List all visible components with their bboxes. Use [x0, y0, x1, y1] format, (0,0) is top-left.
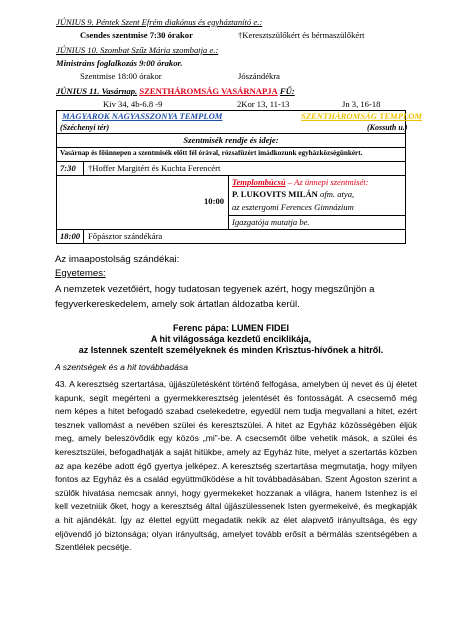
- order-title: Szentmisék rendje és ideje:: [183, 135, 279, 145]
- reading-3: [342, 99, 380, 109]
- row2-celebrant-suffix: ofm. atya,: [317, 189, 355, 199]
- row2-feast: Templombúcsú: [232, 177, 286, 187]
- table-divider: [228, 175, 229, 229]
- church-left-square: (Széchenyi tér): [60, 123, 110, 132]
- jun11-date: JÚNIUS 11. Vasárnap.: [56, 86, 138, 96]
- table-rule: [56, 175, 406, 176]
- jun9-intention: †Keresztszülőkért és bérmaszülőkért: [238, 30, 365, 40]
- jun11-fu: FŰ:: [279, 86, 295, 96]
- row2-school: az esztergomi Ferences Gimnázium: [232, 202, 354, 212]
- intentions-general-label: Egyetemes:: [55, 268, 106, 279]
- encyclical-subtitle: A hit világossága kezdetű enciklikája,: [150, 334, 312, 344]
- reading-2-text: 2Kor 13, 11-13: [237, 99, 290, 109]
- row3-time: 18:00: [60, 231, 81, 241]
- jun10-event: Ministráns foglalkozás 9:00 órakor.: [56, 58, 183, 68]
- table-rule: [56, 229, 406, 230]
- section-title: A szentségek és a hit továbbadása: [55, 362, 188, 372]
- church-left-name: MAGYAROK NAGYASSZONYA TEMPLOM: [62, 111, 223, 121]
- reading-2: [237, 99, 289, 109]
- reading-1-text: Kiv 34, 4b-6.8 -9: [103, 99, 163, 109]
- row2-celebrant-line: [232, 189, 354, 199]
- jun10-header: JÚNIUS 10. Szombat Szűz Mária szombatja e.:: [56, 45, 219, 55]
- jun11-feast: SZENTHÁROMSÁG VASÁRNAPJA: [139, 86, 278, 96]
- paragraph-text: A keresztség szertartása, újjászületésként történő felfogása, amelyben új nevet és új életet kapunk, segít megérteni a gyermekkeresztség jelentését és fontosságát. A csecsemő még nem képes a hitet befogadó szabad cselekedetre, egyedül nem tudja megvallani a hitet, ezért tesznek vallomást a nevében szülei és keresztszülei. A hitet az Egyház közösségében éljük meg, amely beleszövődik egy közös „mi”-be. A csecsemőt ölbe vehetik mások, a szülei és keresztszülei, befogadhatják a saját hitükbe, amely az Egyház hite, melyet a szertartás közben az apa kezébe adott égő gyertya jelképez. A keresztség szertartása megmutatja, hogy milyen fontos az Egyház és a család együttműködése a hit továbbadásában. Szent Ágoston szerint a szülők hivatása nemcsak annyi, hogy gyermekeket hozzanak a világra, hanem Istenhez is el kell vezetniük őket, hogy a keresztség által újjászülessenek Isten gyermekeivé, és megkapják a hit ajándékát. Így az élettel együtt megadatik nekik az élet alapvető irányultsága, és egy eljövendő jó biztonsága; olyan irányultság, amelyet tovább erősít a bérmálás szentségében a Szentlélek pecsétje.: [55, 379, 417, 553]
- table-rule: [56, 147, 406, 148]
- jun10-intention: Jószándékra: [238, 71, 280, 81]
- jun11-header: [56, 86, 295, 96]
- table-rule: [56, 161, 406, 162]
- encyclical-audience: az Istennek szentelt személyeknek és minden Krisztus-hívőnek a hitről.: [78, 345, 384, 355]
- church-right-name: SZENTHÁROMSÁG TEMPLOM: [301, 111, 423, 121]
- confession-note: Vasárnap és főünnepen a szentmisék előtt fél órával, rózsafüzért imádkozunk egyházközségünkért.: [60, 149, 363, 157]
- jun9-header: JÚNIUS 9. Péntek Szent Efrém diakónus és egyháztanító e.:: [56, 17, 263, 27]
- table-divider: [83, 229, 84, 243]
- jun9-mass: Csendes szentmise 7:30 órakor: [80, 30, 193, 40]
- encyclical-paragraph: [55, 378, 417, 618]
- row2-feast-rest: – Az ünnepi szentmisét:: [285, 177, 369, 187]
- intentions-general-text: A nemzetek vezetőiért, hogy tudatosan tegyenek azért, hogy megszűnjön a fegyverkereskedelem, amely sok ártatlan áldozatba kerül.: [55, 284, 375, 310]
- row1-time: 7:30: [60, 163, 76, 173]
- intentions-title: Az imaapostolság szándékai:: [55, 254, 180, 265]
- reading-1: [103, 99, 162, 109]
- row1-intention: †Hoffer Margitért és Kuchta Ferencért: [88, 163, 221, 173]
- table-rule: [56, 133, 406, 134]
- reading-3-text: Jn 3, 16-18: [342, 99, 381, 109]
- table-rule: [228, 215, 406, 216]
- table-divider: [83, 161, 84, 175]
- row2-role: Igazgatója mutatja be.: [232, 217, 310, 227]
- encyclical-title: Ferenc pápa: LUMEN FIDEI: [172, 323, 289, 333]
- row2-feast-line: [232, 177, 369, 187]
- row2-celebrant: P. LUKOVITS MILÁN: [232, 189, 318, 199]
- row2-time: 10:00: [204, 196, 225, 206]
- row3-intention: Főpásztor szándékára: [88, 231, 163, 241]
- church-right-square: (Kossuth u.): [367, 123, 408, 132]
- jun10-mass: Szentmise 18:00 órakor: [80, 71, 162, 81]
- paragraph-number: 43.: [55, 379, 67, 389]
